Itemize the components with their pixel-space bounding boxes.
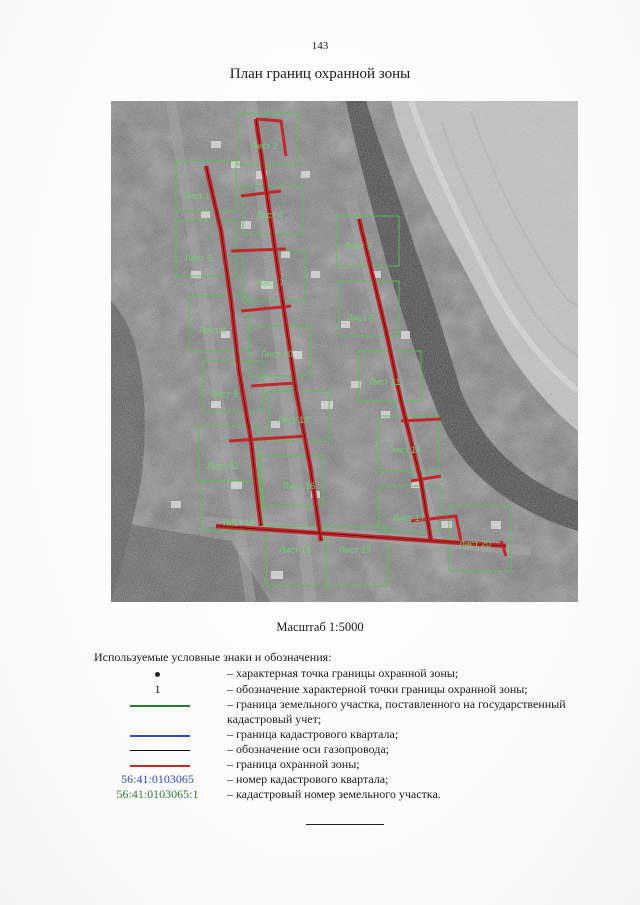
legend-row-quarter bbox=[90, 727, 610, 743]
legend-text: – граница кадастрового квартала; bbox=[227, 727, 399, 741]
legend-text: – обозначение оси газопровода; bbox=[227, 742, 390, 756]
aerial-map bbox=[111, 101, 578, 602]
point-symbol bbox=[90, 666, 225, 682]
red-line-symbol bbox=[90, 757, 225, 773]
sheet-label-3: Лист 3 bbox=[345, 241, 373, 251]
sheet-label-12: Лист 12 bbox=[207, 461, 240, 471]
legend-row-zone bbox=[90, 757, 610, 773]
legend-text: – номер кадастрового квартала; bbox=[227, 772, 389, 786]
legend-heading: Используемые условные знаки и обозначения: bbox=[94, 650, 332, 664]
sheet-label-15: Лист 15 bbox=[223, 518, 256, 528]
green-line-symbol bbox=[90, 697, 225, 713]
sheet-label-5: Лист 5 bbox=[185, 253, 213, 263]
legend-row-gas-axis bbox=[90, 742, 610, 758]
page-title: План границ охранной зоны bbox=[229, 66, 411, 82]
legend-text: – обозначение характерной точки границы охранной зоны; bbox=[227, 682, 528, 696]
sheet-label-18: Лист 18 bbox=[279, 545, 312, 555]
legend-text: – граница охранной зоны; bbox=[227, 757, 360, 771]
sheet-label-1: Лист 1 bbox=[183, 191, 211, 201]
sheet-label-4: Лист 4 bbox=[256, 210, 284, 220]
legend-row-plot-number bbox=[90, 787, 610, 803]
point-number-symbol: 1 bbox=[154, 682, 161, 696]
sheet-label-11: Лист 11 bbox=[369, 377, 401, 387]
sheet-label-9: Лист 9 bbox=[211, 389, 239, 399]
black-line-symbol bbox=[90, 742, 225, 758]
map-scale: Масштаб 1:5000 bbox=[276, 620, 364, 634]
legend-text: – кадастровый номер земельного участка. bbox=[227, 787, 441, 801]
page-number: 143 bbox=[311, 40, 329, 52]
legend-text: – граница земельного участка, поставленного на государственный кадастровый учет; bbox=[227, 697, 566, 726]
sheet-label-13: Лист 13 bbox=[277, 415, 310, 425]
sheet-label-2: Лист 2 bbox=[251, 141, 279, 151]
sheet-label-7: Лист 7 bbox=[257, 278, 285, 288]
sheet-label-10: Лист 10 bbox=[261, 349, 294, 359]
legend-row-quarter-number bbox=[90, 772, 610, 788]
sheet-label-20: Лист 20 bbox=[459, 539, 492, 549]
plot-number-sample: 56:41:0103065:1 bbox=[116, 787, 199, 801]
legend-row-point bbox=[90, 666, 610, 682]
legend-row-land-plot bbox=[90, 697, 610, 727]
footer-rule bbox=[306, 824, 384, 825]
sheet-label-6: Лист 6 bbox=[199, 325, 227, 335]
sheet-label-17: Лист 17 bbox=[393, 513, 426, 523]
sheet-label-19: Лист 19 bbox=[339, 545, 372, 555]
legend-row-point-number bbox=[90, 682, 610, 698]
sheet-label-14: Лист 14 bbox=[389, 445, 422, 455]
blue-line-symbol bbox=[90, 727, 225, 743]
sheet-label-8: Лист 8 bbox=[347, 313, 375, 323]
quarter-number-sample: 56:41:0103065 bbox=[121, 772, 194, 786]
map-canvas bbox=[111, 101, 578, 602]
sheet-label-16: Лист 16 bbox=[283, 481, 316, 491]
legend-text: – характерная точка границы охранной зоны; bbox=[227, 666, 459, 680]
